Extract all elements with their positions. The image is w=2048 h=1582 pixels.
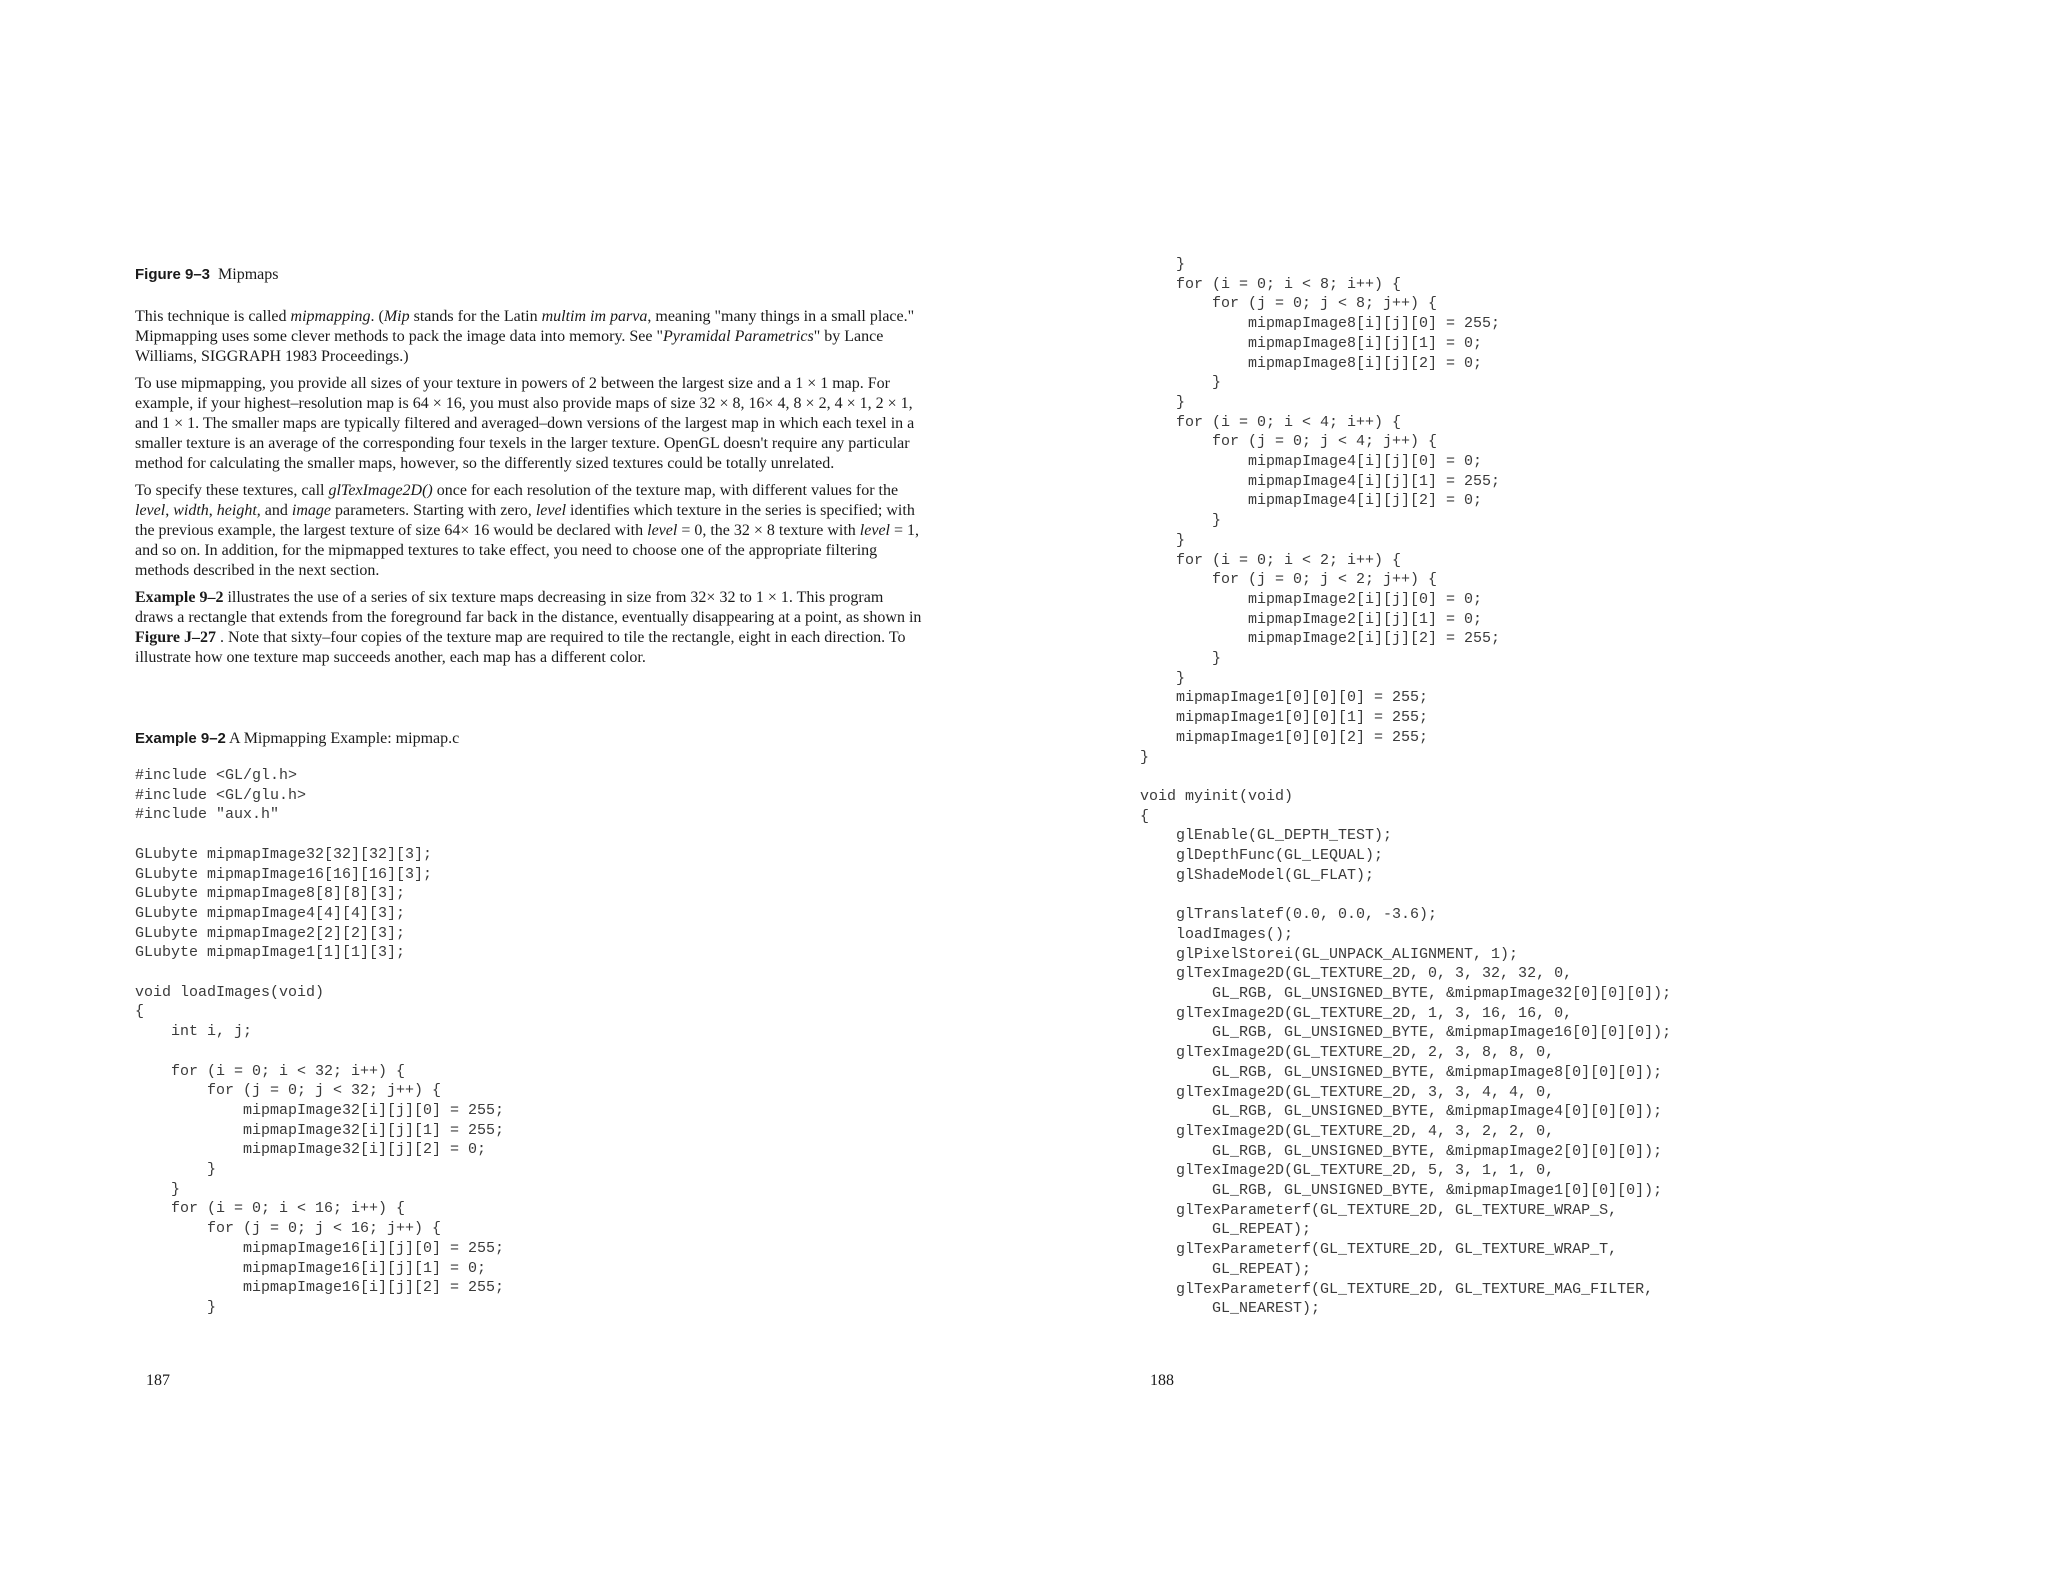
paragraph: To specify these textures, call glTexImage2D() once for each resolution of the texture map, with different values for the level, width, height, and image parameters. Starting with zero, level identifies which texture in the series is specified; with the previous example, the largest texture of size 64× 16 would be declared with level = 0, the 32 × 8 texture with level = 1, and so on. In addition, for the mipmapped textures to take effect, you need to choose one of the appropriate filtering methods described in the next section. [135,482,920,579]
paragraph: To use mipmapping, you provide all sizes of your texture in powers of 2 between the largest size and a 1 × 1 map. For example, if your highest–resolution map is 64 × 16, you must also provide maps of size 32 × 8, 16× 4, 8 × 2, 4 × 1, 2 × 1, and 1 × 1. The smaller maps are typically filtered and averaged–down versions of the largest map in which each texel in a smaller texture is an average of the corresponding four texels in the larger texture. OpenGL doesn't require any particular method for calculating the smaller maps, however, so the differently sized textures could be totally unrelated. [135,375,915,472]
page-number: 187 [146,1372,170,1389]
body-text [135,307,925,675]
code-listing: #include <GL/gl.h> #include <GL/glu.h> #include "aux.h" GLubyte mipmapImage32[32][32][3]; GLubyte mipmapImage16[16][16][3]; GLubyte mipmapImage8[8][8][3]; GLubyte mipmapImage4[4][4][3]; GLubyte mipmapImage2[2][2][3]; GLubyte mipmapImage1[1][1][3]; void loadImages(void) { int i, j; for (i = 0; i < 32; i++) { for (j = 0; j < 32; j++) { mipmapImage32[i][j][0] = 255; mipmapImage32[i][j][1] = 255; mipmapImage32[i][j][2] = 0; } } for (i = 0; i < 16; i++) { for (j = 0; j < 16; j++) { mipmapImage16[i][j][0] = 255; mipmapImage16[i][j][1] = 0; mipmapImage16[i][j][2] = 255; } [135,767,505,1316]
example-caption-title: A Mipmapping Example: mipmap.c [229,730,460,747]
page-number: 188 [1150,1372,1174,1389]
paragraph: This technique is called mipmapping. (Mip stands for the Latin multim im parva, meaning "many things in a small place." Mipmapping uses some clever methods to pack the image data into memory. See "Pyramidal Parametrics" by Lance Williams, SIGGRAPH 1983 Proceedings.) [135,308,915,365]
example-caption [135,730,459,748]
figure-caption-label: Figure 9–3 [135,266,211,283]
right-page [1024,0,2048,1582]
code-listing: } for (i = 0; i < 8; i++) { for (j = 0; j < 8; j++) { mipmapImage8[i][j][0] = 255; mipmapImage8[i][j][1] = 0; mipmapImage8[i][j][2] = 0; } } for (i = 0; i < 4; i++) { for (j = 0; j < 4; j++) { mipmapImage4[i][j][0] = 0; mipmapImage4[i][j][1] = 255; mipmapImage4[i][j][2] = 0; } } for (i = 0; i < 2; i++) { for (j = 0; j < 2; j++) { mipmapImage2[i][j][0] = 0; mipmapImage2[i][j][1] = 0; mipmapImage2[i][j][2] = 255; } } mipmapImage1[0][0][0] = 255; mipmapImage1[0][0][1] = 255; mipmapImage1[0][0][2] = 255; } void myinit(void) { glEnable(GL_DEPTH_TEST); glDepthFunc(GL_LEQUAL); glShadeModel(GL_FLAT); glTranslatef(0.0, 0.0, -3.6); loadImages(); glPixelStorei(GL_UNPACK_ALIGNMENT, 1); glTexImage2D(GL_TEXTURE_2D, 0, 3, 32, 32, 0, GL_RGB, GL_UNSIGNED_BYTE, &mipmapImage32[0][0][0]); glTexImage2D(GL_TEXTURE_2D, 1, 3, 16, 16, 0, GL_RGB, GL_UNSIGNED_BYTE, &mipmapImage16[0][0][0]); glTexImage2D(GL_TEXTURE_2D, 2, 3, 8, 8, 0, GL_RGB, GL_UNSIGNED_BYTE, &mipmapImage8[0][0][0]); glTexImage2D(GL_TEXTURE_2D, 3, 3, 4, 4, 0, GL_RGB, GL_UNSIGNED_BYTE, &mipmapImage4[0][0][0]); glTexImage2D(GL_TEXTURE_2D, 4, 3, 2, 2, 0, GL_RGB, GL_UNSIGNED_BYTE, &mipmapImage2[0][0][0]); glTexImage2D(GL_TEXTURE_2D, 5, 3, 1, 1, 0, GL_RGB, GL_UNSIGNED_BYTE, &mipmapImage1[0][0][0]); glTexParameterf(GL_TEXTURE_2D, GL_TEXTURE_WRAP_S, GL_REPEAT); glTexParameterf(GL_TEXTURE_2D, GL_TEXTURE_WRAP_T, GL_REPEAT); glTexParameterf(GL_TEXTURE_2D, GL_TEXTURE_MAG_FILTER, GL_NEAREST); [1140,256,1672,1318]
example-caption-label: Example 9–2 [135,730,226,747]
paragraph: Example 9–2 illustrates the use of a series of six texture maps decreasing in size from 32× 32 to 1 × 1. This program draws a rectangle that extends from the foreground far back in the distance, eventually disappearing at a point, as shown in Figure J–27 . Note that sixty–four copies of the texture map are required to tile the rectangle, eight in each direction. To illustrate how one texture map succeeds another, each map has a different color. [135,589,922,666]
figure-caption [135,266,278,284]
figure-caption-title: Mipmaps [218,266,279,283]
